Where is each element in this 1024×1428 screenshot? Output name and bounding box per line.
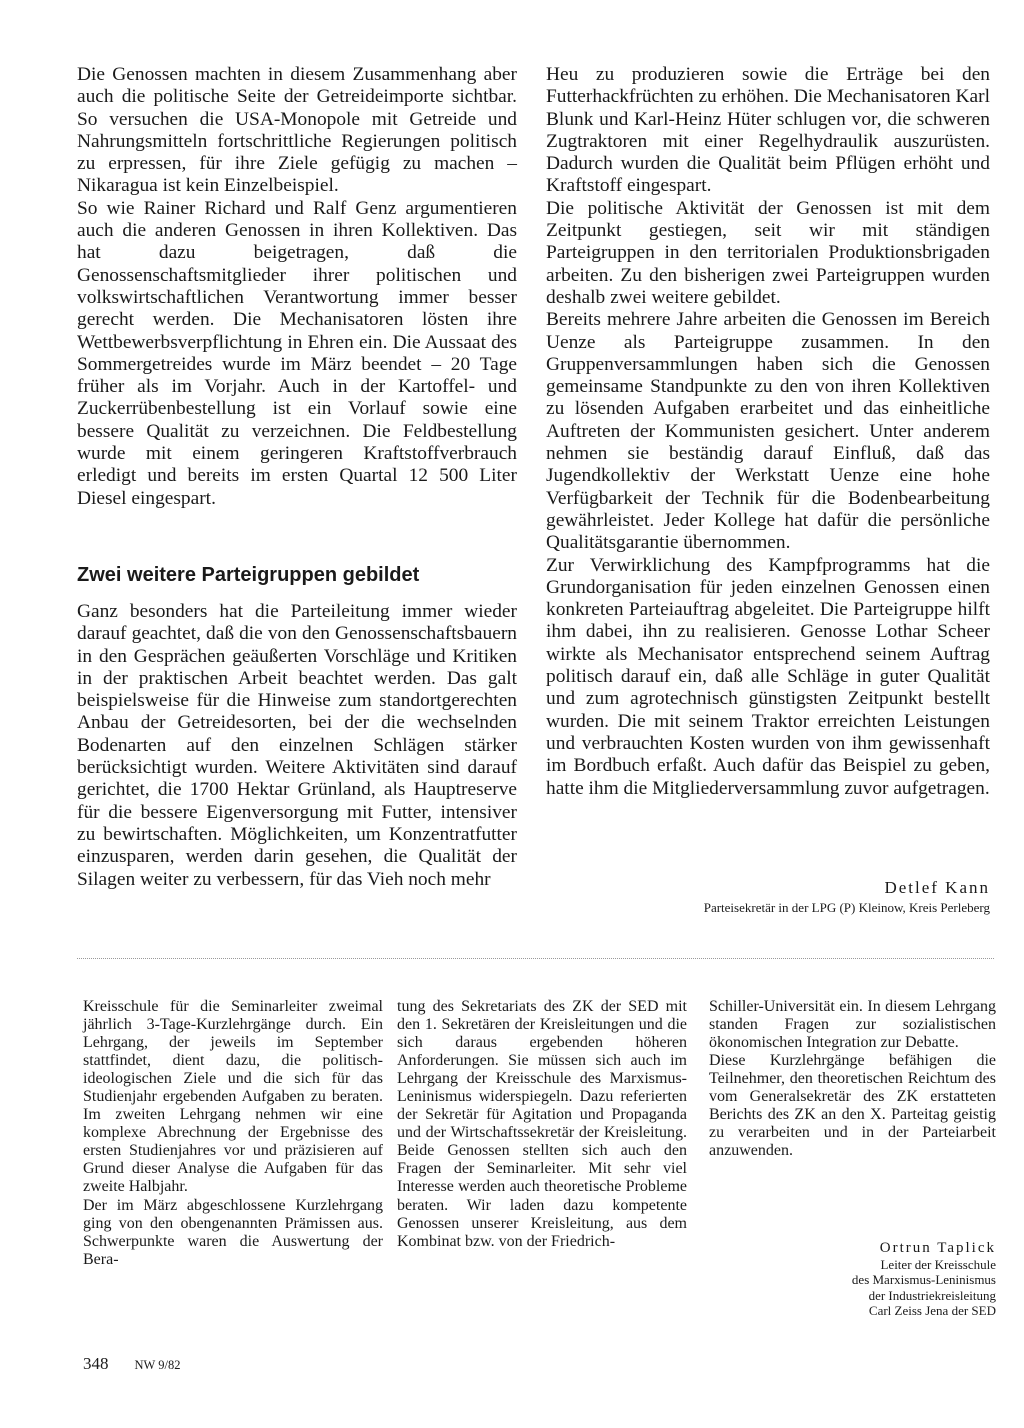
author-role-line: des Marxismus-Leninismus <box>851 1272 996 1288</box>
author-role-line: Carl Zeiss Jena der SED <box>868 1303 996 1319</box>
author-role: Parteisekretär in der LPG (P) Kleinow, Kreis Perleberg <box>703 900 990 915</box>
issue-label: NW 9/82 <box>134 1358 181 1372</box>
author-name: Detlef Kann <box>884 878 990 897</box>
page-footer <box>83 1354 180 1374</box>
page-number: 348 <box>83 1354 109 1373</box>
author-signature <box>704 877 990 917</box>
author-name: Ortrun Taplick <box>879 1240 996 1256</box>
bottom-column-2 <box>397 998 687 1251</box>
paragraph: Schiller-Universität ein. In diesem Lehrgang standen Fragen zur sozialistischen ökonomischen Integration zur Debatte. <box>709 998 996 1052</box>
bottom-column-3 <box>709 998 996 1160</box>
bottom-column-1 <box>83 998 383 1269</box>
section-heading: Zwei weitere Parteigruppen gebildet <box>77 564 420 586</box>
paragraph: Bereits mehrere Jahre arbeiten die Genossen im Bereich Uenze als Parteigruppe zusammen. In den Gruppenversammlungen haben sich die Genossen gemeinsame Standpunkte zu den von ihren Kollektiven zu lösenden Aufgaben erarbeitet und das einheitliche Auftreten der Kommunisten gesichert. Unter anderem nehmen sie beständig darauf Einfluß, daß das Jugendkollektiv der Werkstatt Uenze eine hohe Verfügbarkeit der Technik für die Bodenbearbeitung gewährleistet. Jeder Kollege hat dafür die persönliche Qualitätsgarantie übernommen. <box>546 309 990 554</box>
paragraph: Ganz besonders hat die Parteileitung immer wieder darauf geachtet, daß die von den Genossenschaftsbauern in den Gesprächen geäußerten Vorschläge und Kritiken in der praktischen Arbeit beachtet werden. Das galt beispielsweise für die Hinweise zum standortgerechten Anbau der Getreidesorten, bei der die wechselnden Bodenarten auf den einzelnen Schlägen stärker berücksichtigt wurden. Weitere Aktivitäten sind darauf gerichtet, die 1700 Hektar Grünland, als Hauptreserve für die bessere Eigenversorgung mit Futter, intensiver zu bewirtschaften. Möglichkeiten, um Konzentratfutter einzusparen, werden darin gesehen, die Qualität der Silagen weiter zu verbessern, für das Vieh noch mehr <box>77 601 517 890</box>
section-divider <box>77 958 994 959</box>
article-column-right <box>546 64 990 800</box>
paragraph: Diese Kurzlehrgänge befähigen die Teilnehmer, den theoretischen Reichtum des vom Generalsekretär des ZK erstatteten Berichts des ZK an den X. Parteitag geistig zu verarbeiten und in der Parteiarbeit anzuwenden. <box>709 1052 996 1160</box>
author-role-line: der Industriekreisleitung <box>868 1287 996 1303</box>
paragraph: Kreisschule für die Seminarleiter zweimal jährlich 3-Tage-Kurzlehrgänge durch. Ein Lehrgang, der jeweils im September stattfindet, dient dazu, die politisch-ideologischen Ziele und die sich für das Studienjahr ergebenden Aufgaben zu beraten. Im zweiten Lehrgang nehmen wir eine komplexe Abrechnung der Ergebnisse des ersten Studienjahres vor und präzisieren auf Grund dieser Analyse die Aufgaben für das zweite Halbjahr. <box>83 998 383 1196</box>
paragraph: So wie Rainer Richard und Ralf Genz argumentieren auch die anderen Genossen in ihren Kollektiven. Das hat dazu beigetragen, daß die Genossenschaftsmitglieder ihrer politischen und volkswirtschaftlichen Verantwortung immer besser gerecht werden. Die Mechanisatoren lösten ihre Wettbewerbsverpflichtung in Ehren ein. Die Aussaat des Sommergetreides wurde im März beendet – 20 Tage früher als im Vorjahr. Auch in der Kartoffel- und Zuckerrübenbestellung ist ein Vorlauf sowie eine bessere Qualität zu verzeichnen. Die Feldbestellung wurde mit einem geringeren Kraftstoffverbrauch erledigt und bereits im ersten Quartal 12 500 Liter Diesel eingespart. <box>77 197 517 509</box>
author-role-line: Leiter der Kreisschule <box>880 1257 996 1272</box>
paragraph: Heu zu produzieren sowie die Erträge bei den Futterhackfrüchten zu erhöhen. Die Mechanisatoren Karl Blunk und Karl-Heinz Hüter schlugen vor, die schweren Zugtraktoren mit einer Regelhydraulik auszurüsten. Dadurch wurden die Qualität beim Pflügen erhöht und Kraftstoff eingespart. <box>546 64 990 197</box>
article-column-left <box>77 64 517 510</box>
paragraph: tung des Sekretariats des ZK der SED mit den 1. Sekretären der Kreisleitungen und die sich daraus ergebenden höheren Anforderungen. Sie müssen sich auch im Lehrgang der Kreisschule des Marxismus-Leninismus widerspiegeln. Dazu referierten der Sekretär für Agitation und Propaganda und der Wirtschaftssekretär der Kreisleitung. Beide Genossen stellten sich auch den Fragen der Seminarleiter. Mit sehr viel Interesse werden auch theoretische Probleme beraten. Wir laden dazu kompetente Genossen unserer Kreisleitung, aus dem Kombinat bzw. von der Friedrich- <box>397 998 687 1250</box>
paragraph: Die Genossen machten in diesem Zusammenhang aber auch die politische Seite der Getreideimporte sichtbar. So versuchen die USA-Monopole mit Getreide und Nahrungsmitteln fortschrittliche Regierungen politisch zu erpressen, für ihre Ziele gefügig zu machen – Nikaragua ist kein Einzelbeispiel. <box>77 64 517 197</box>
paragraph: Die politische Aktivität der Genossen ist mit dem Zeitpunkt gestiegen, seit wir mit ständigen Parteigruppen in den territorialen Produktionsbrigaden arbeiten. Zu den bisherigen zwei Parteigruppen wurden deshalb zwei weitere gebildet. <box>546 197 990 308</box>
article-column-left-lower <box>77 601 517 891</box>
paragraph: Zur Verwirklichung des Kampfprogramms hat die Grundorganisation für jeden einzelnen Genossen einen konkreten Parteiauftrag abgeleitet. Die Parteigruppe hilft ihm dabei, ihn zu realisieren. Genosse Lothar Scheer wirkte als Mechanisator entsprechend seinem Auftrag politisch darauf ein, daß alle Schläge in guter Qualität und zum agrotechnisch günstigsten Zeitpunkt bestellt wurden. Die mit seinem Traktor erreichten Leistungen und verbrauchten Kosten wurden von ihm gewissenhaft im Bordbuch erfaßt. Auch dafür das Beispiel zu geben, hatte ihm die Mitgliederversammlung zuvor aufgetragen. <box>546 554 990 799</box>
author-signature-2 <box>852 1240 996 1319</box>
paragraph: Der im März abgeschlossene Kurzlehrgang ging von den obengenannten Prämissen aus. Schwerpunkte waren die Auswertung der Bera- <box>83 1196 383 1268</box>
